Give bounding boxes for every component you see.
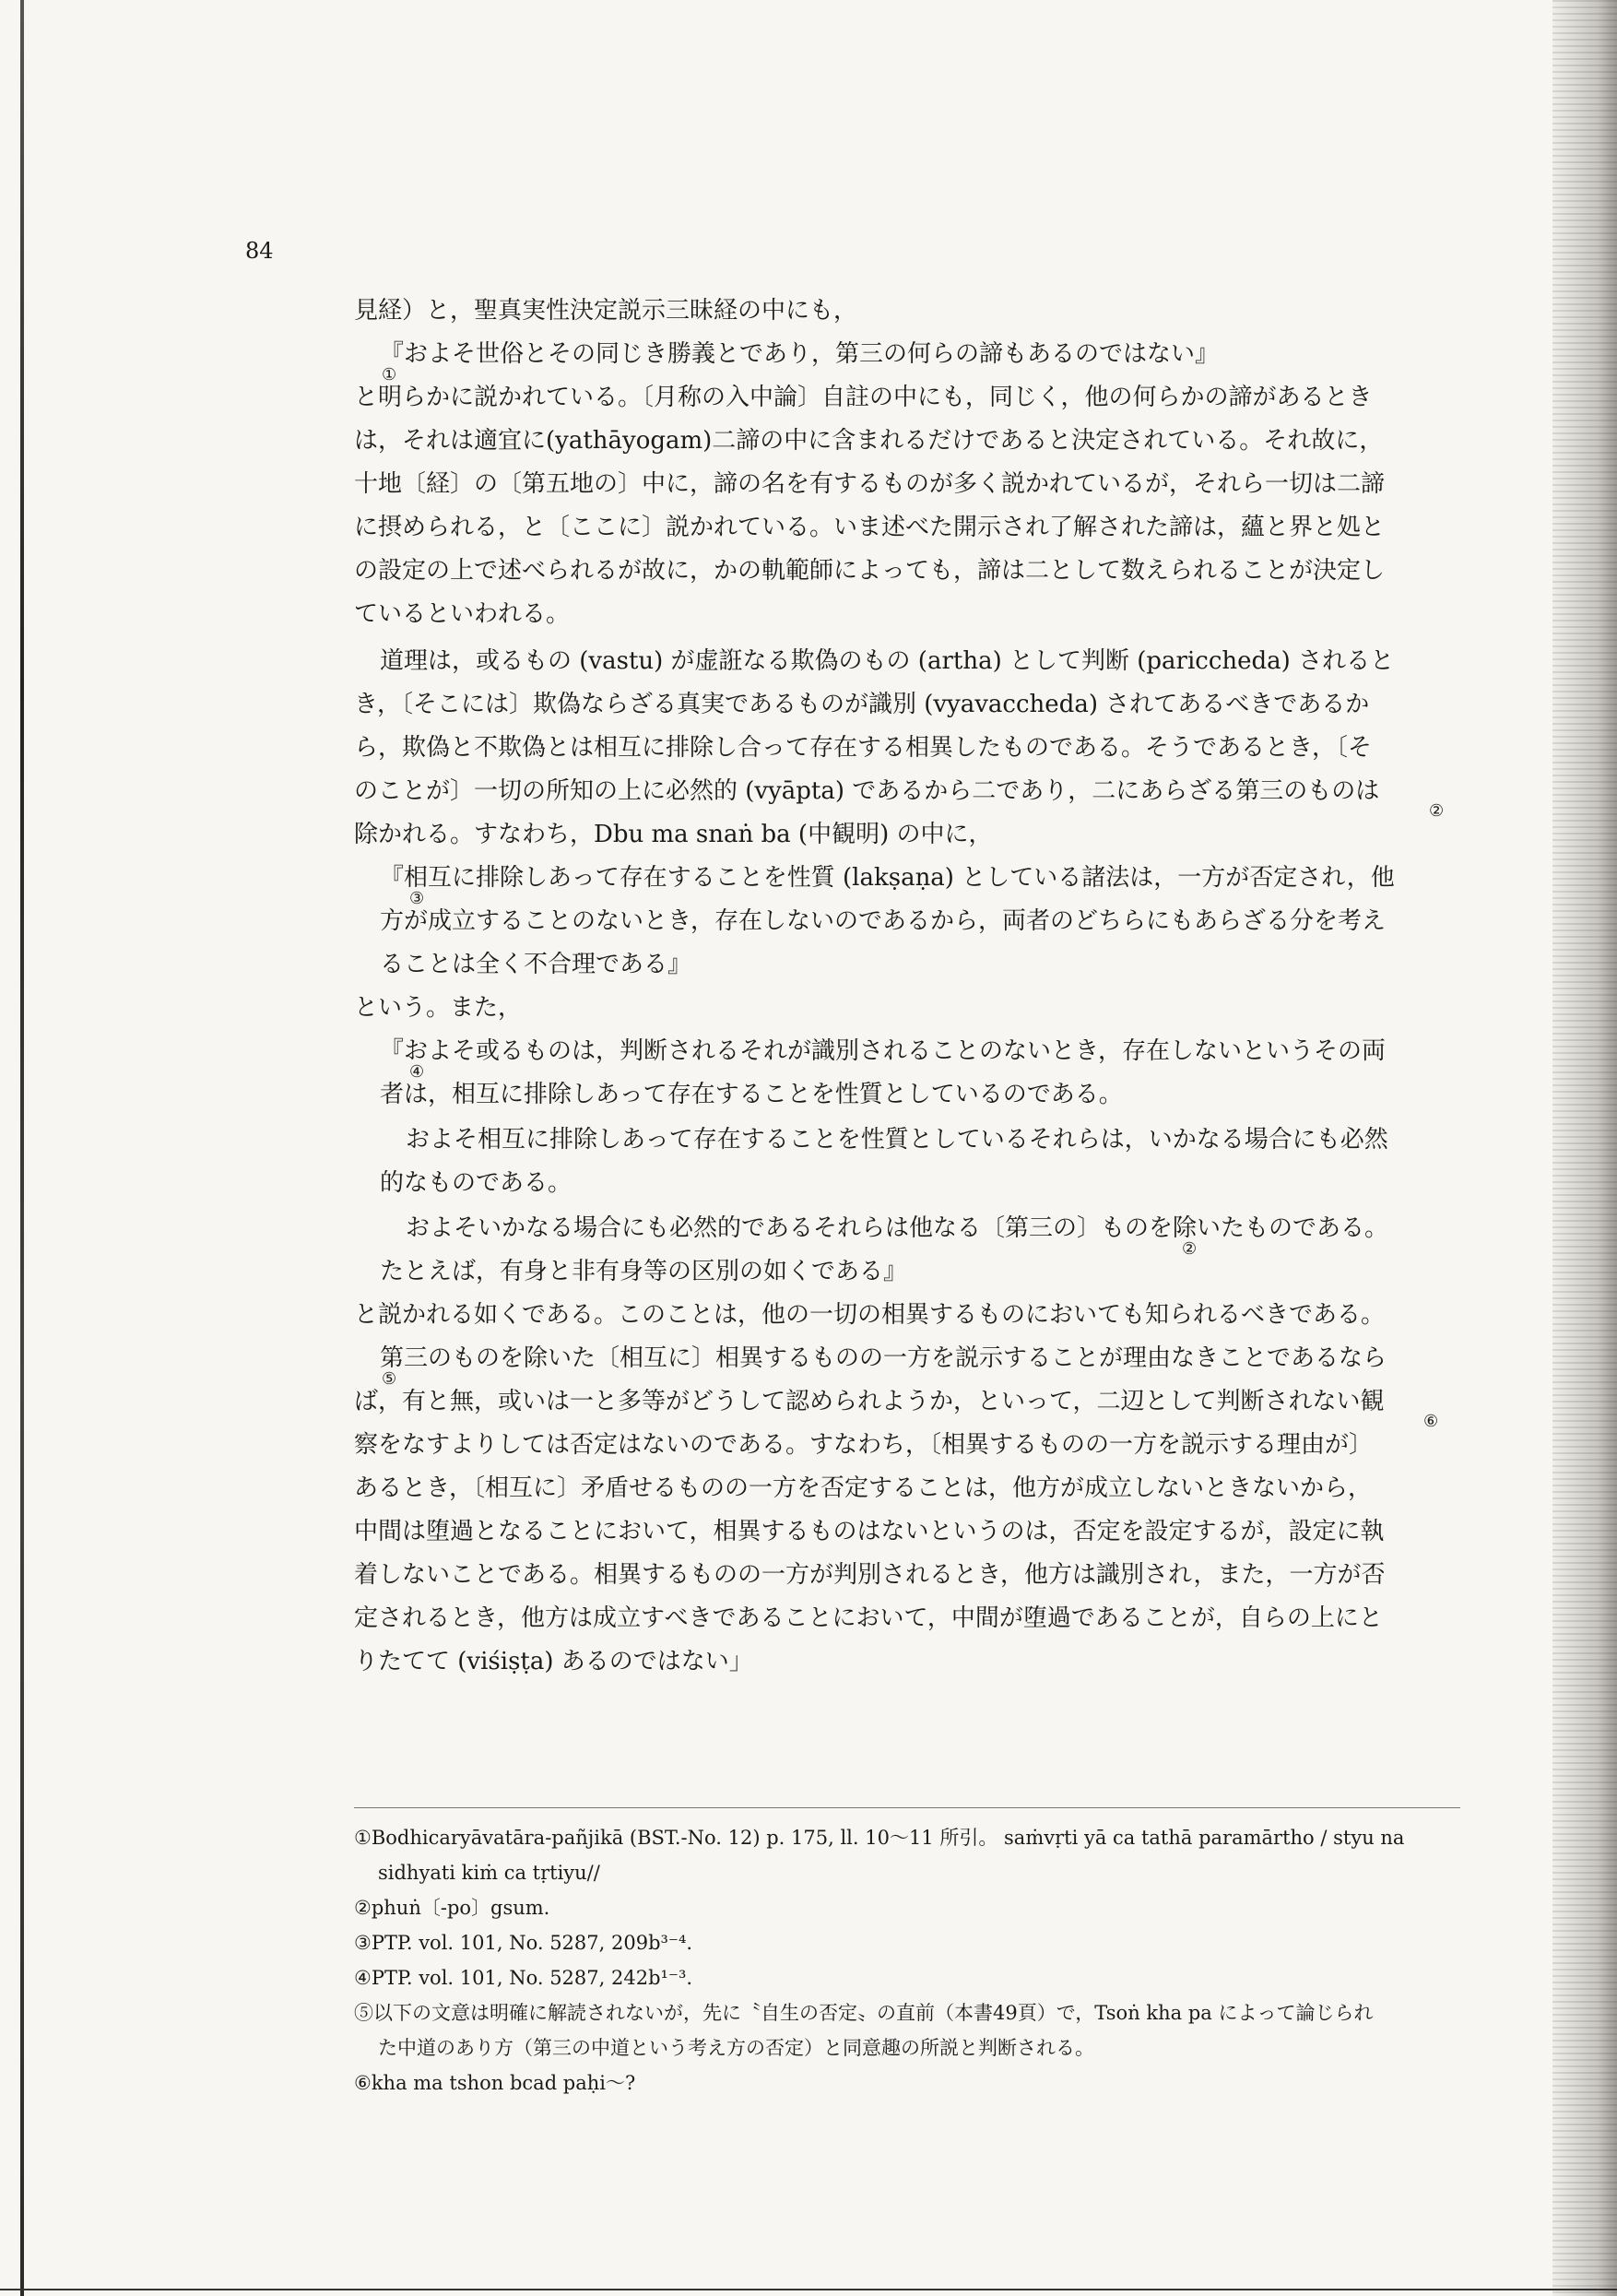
text-line: あるとき，〔相互に〕矛盾せるものの一方を否定することは，他方が成立しないときないから， [354,1474,1372,1502]
text-line: き，〔そこには〕欺偽ならざる真実であるものが識別 (vyavaccheda) されてあるべきであるか [354,691,1370,718]
text-line: の設定の上で述べられるが故に，かの軌範師によっても，諦は二として数えられることが決定し [354,557,1386,585]
page-number: 84 [245,238,274,264]
binding-edge [20,0,24,2296]
footnote-rule [354,1807,1460,1808]
note-marker-3: ③ [409,889,425,908]
text-line: 見経）と，聖真実性決定説示三昧経の中にも， [354,297,858,325]
quote-line: 者は，相互に排除しあって存在することを性質としているのである。 [380,1081,1123,1108]
note-marker-2: ② [1429,801,1445,821]
text-segment: 第三のものを除いた〔相互に〕相異するものの一方を説示することが理由なきことであるなら [380,1344,1387,1372]
footnote-4: ④PTP. vol. 101, No. 5287, 242b¹⁻³. [354,1967,693,1989]
footnote-1-cont: sidhyati kiṁ ca tṛtiyu// [378,1862,600,1884]
text-line: 除かれる。すなわち，Dbu ma snaṅ ba (中観明) の中に， [354,821,993,848]
quote-line: ることは全く不合理である』 [380,951,692,978]
text-line: 察をなすよりしては否定はないのである。すなわち，〔相異するものの一方を説示する理由が〕 [354,1431,1374,1459]
text-line: ら，欺偽と不欺偽とは相互に排除し合って存在する相異したものである。そうであるとき，〔そ [354,734,1372,762]
footnote-6: ⑥kha ma tshon bcad paḥi～? [354,2072,636,2094]
quote-line: 方が成立することのないとき，存在しないのであるから，両者のどちらにもあらざる分を考え [380,907,1386,935]
quote-text: 『およそ或るものは，判断されるそれが識別されることのないとき，存在しないというその両 [380,1037,1386,1065]
text-line: に摂められる，と〔ここに〕説かれている。いま述べた開示され了解された諦は，蘊と界と処と [354,514,1386,541]
quote-line [354,333,1460,385]
note-marker-5: ⑤ [382,1369,397,1389]
text-line [354,770,1460,821]
quote-line [354,1030,1460,1082]
quote-line: たとえば，有身と非有身等の区別の如くである』 [380,1258,908,1285]
text-line: りたてて (viśiṣṭa) あるのではない」 [354,1648,753,1675]
text-line: ているといわれる。 [354,600,571,628]
paragraph-start: 道理は，或るもの (vastu) が虚誑なる欺偽のもの (artha) として判断 (pariccheda) されると [380,647,1395,675]
text-line: 中間は堕過となることにおいて，相異するものはないというのは，否定を設定するが，設定に執 [354,1518,1385,1545]
text-line: は，それは適宜に(yathāyogam)二諦の中に含まれるだけであると決定されている。それ故に， [354,427,1384,455]
text-line: と説かれる如くである。このことは，他の一切の相異するものにおいても知られるべきである。 [354,1301,1386,1329]
quote-text: 『相互に排除しあって存在することを性質 (lakṣaṇa) としている諸法は，一方が否定され，他 [380,864,1395,892]
footnote-2: ②phuṅ〔-po〕gsum. [354,1897,550,1919]
text-line: と明らかに説かれている。〔月称の入中論〕自註の中にも，同じく，他の何らかの諦があるとき [354,384,1373,411]
quote-line [354,1207,1460,1259]
footnote-3: ③PTP. vol. 101, No. 5287, 209b³⁻⁴. [354,1932,693,1954]
text-segment: のことが〕一切の所知の上に必然的 (vyāpta) であるから二であり，二にあらざる第三のものは [354,777,1380,805]
note-marker-4: ④ [409,1062,425,1082]
note-marker-6: ⑥ [1423,1412,1439,1431]
text-line: 着しないことである。相異するものの一方が判別されるとき，他方は識別され，また，一方が否 [354,1561,1386,1589]
quote-text: およそいかなる場合にも必然的であるそれらは他なる〔第三の〕ものを除いたものである。 [406,1214,1389,1242]
quote-text: 『およそ世俗とその同じき勝義とであり，第三の何らの諦もあるのではない』 [380,340,1220,368]
scan-bottom-line [0,2289,1617,2290]
footnote-1: ①Bodhicaryāvatāra-pañjikā (BST.-No. 12) p. 175, ll. 10～11 所引。 saṁvṛti yā ca tathā paramārtho / styu na [354,1827,1405,1849]
quote-line [354,857,1460,908]
footnote-5: ⑤以下の文意は明確に解読されないが，先に〝自生の否定〟の直前（本書49頁）で，Tsoṅ kha pa によって論じられ [354,2002,1374,2024]
paragraph-start [354,1337,1460,1389]
footnote-5-cont: た中道のあり方（第三の中道という考え方の否定）と同意趣の所説と判断される。 [378,2037,1094,2059]
text-segment: ば，有と無，或いは一と多等がどうして認められようか，といって，二辺として判断されない観 [354,1388,1385,1415]
note-marker-2b: ② [1182,1239,1198,1259]
note-marker-1: ① [382,365,397,385]
text-line: という。また， [354,994,523,1022]
text-line: 定されるとき，他方は成立すべきであることにおいて，中間が堕過であることが，自らの上にと [354,1604,1383,1632]
main-text [354,290,1460,1684]
footnotes [354,1820,1460,2101]
quote-line: 的なものである。 [380,1169,572,1197]
text-line: 十地〔経〕の〔第五地の〕中に，諦の名を有するものが多く説かれているが，それら一切は二諦 [354,470,1386,498]
page-edge-shadow [1552,0,1617,2296]
text-line [354,1380,1460,1431]
quote-line: およそ相互に排除しあって存在することを性質としているそれらは，いかなる場合にも必然 [406,1126,1388,1154]
